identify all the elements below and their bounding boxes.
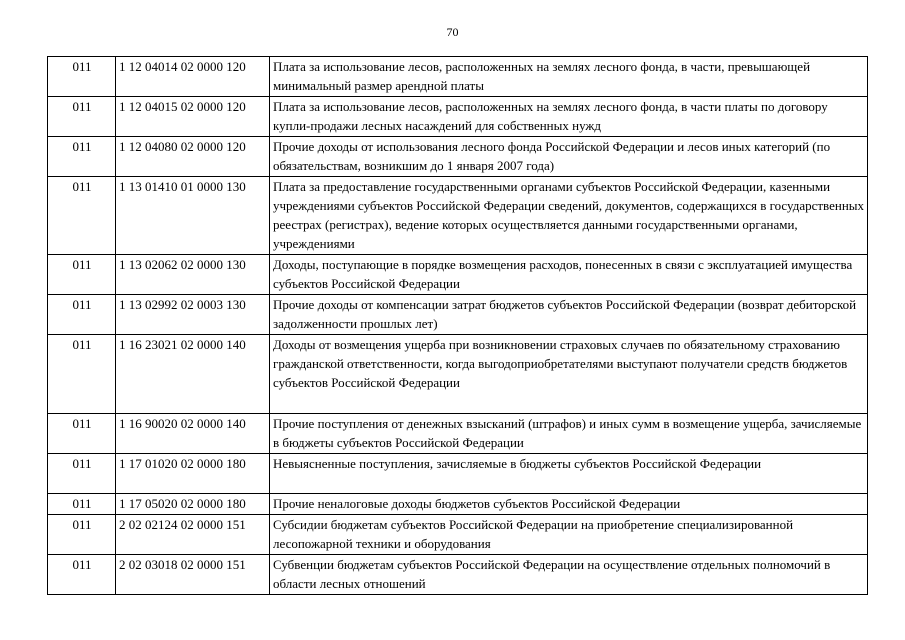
table-row bbox=[48, 494, 868, 515]
budget-code-cell: 1 17 01020 02 0000 180 bbox=[116, 454, 270, 494]
table-row bbox=[48, 255, 868, 295]
table-row bbox=[48, 137, 868, 177]
revenue-codes-table bbox=[47, 56, 868, 595]
revenue-name-cell: Прочие неналоговые доходы бюджетов субъектов Российской Федерации bbox=[270, 494, 868, 515]
budget-code-cell: 1 13 02992 02 0003 130 bbox=[116, 295, 270, 335]
revenue-name-cell: Прочие доходы от компенсации затрат бюджетов субъектов Российской Федерации (возврат дебиторской задолженности прошлых лет) bbox=[270, 295, 868, 335]
admin-code-cell: 011 bbox=[48, 255, 116, 295]
admin-code-cell: 011 bbox=[48, 555, 116, 595]
admin-code-cell: 011 bbox=[48, 494, 116, 515]
revenue-name-cell: Прочие поступления от денежных взысканий (штрафов) и иных сумм в возмещение ущерба, зачисляемые в бюджеты субъектов Российской Федерации bbox=[270, 414, 868, 454]
budget-code-cell: 2 02 03018 02 0000 151 bbox=[116, 555, 270, 595]
page-number: 70 bbox=[446, 25, 459, 39]
admin-code-cell: 011 bbox=[48, 414, 116, 454]
admin-code-cell: 011 bbox=[48, 137, 116, 177]
budget-code-cell: 1 13 01410 01 0000 130 bbox=[116, 177, 270, 255]
table-row bbox=[48, 454, 868, 494]
table-row bbox=[48, 295, 868, 335]
admin-code-cell: 011 bbox=[48, 57, 116, 97]
budget-code-cell: 2 02 02124 02 0000 151 bbox=[116, 515, 270, 555]
admin-code-cell: 011 bbox=[48, 97, 116, 137]
admin-code-cell: 011 bbox=[48, 335, 116, 414]
revenue-name-cell: Плата за использование лесов, расположенных на землях лесного фонда, в части, превышающей минимальный размер арендной платы bbox=[270, 57, 868, 97]
budget-code-cell: 1 16 23021 02 0000 140 bbox=[116, 335, 270, 414]
revenue-name-cell: Доходы, поступающие в порядке возмещения расходов, понесенных в связи с эксплуатацией имущества субъектов Российской Федерации bbox=[270, 255, 868, 295]
admin-code-cell: 011 bbox=[48, 177, 116, 255]
admin-code-cell: 011 bbox=[48, 295, 116, 335]
revenue-name-cell: Доходы от возмещения ущерба при возникновении страховых случаев по обязательному страхованию гражданской ответственности, когда выгодоприобретателями выступают получатели средств бюджетов субъектов Российской Федерации bbox=[270, 335, 868, 414]
revenue-name-cell: Субвенции бюджетам субъектов Российской Федерации на осуществление отдельных полномочий в области лесных отношений bbox=[270, 555, 868, 595]
budget-code-cell: 1 12 04015 02 0000 120 bbox=[116, 97, 270, 137]
revenue-name-cell: Невыясненные поступления, зачисляемые в бюджеты субъектов Российской Федерации bbox=[270, 454, 868, 494]
admin-code-cell: 011 bbox=[48, 454, 116, 494]
budget-code-cell: 1 16 90020 02 0000 140 bbox=[116, 414, 270, 454]
table-row bbox=[48, 414, 868, 454]
table-row bbox=[48, 57, 868, 97]
revenue-name-cell: Прочие доходы от использования лесного фонда Российской Федерации и лесов иных категорий (по обязательствам, возникшим до 1 января 2007 года) bbox=[270, 137, 868, 177]
table-row bbox=[48, 335, 868, 414]
table-row bbox=[48, 97, 868, 137]
table-row bbox=[48, 515, 868, 555]
admin-code-cell: 011 bbox=[48, 515, 116, 555]
revenue-name-cell: Плата за использование лесов, расположенных на землях лесного фонда, в части платы по договору купли-продажи лесных насаждений для собственных нужд bbox=[270, 97, 868, 137]
budget-code-cell: 1 12 04014 02 0000 120 bbox=[116, 57, 270, 97]
table-row bbox=[48, 177, 868, 255]
budget-code-cell: 1 12 04080 02 0000 120 bbox=[116, 137, 270, 177]
revenue-name-cell: Плата за предоставление государственными органами субъектов Российской Федерации, казенными учреждениями субъектов Российской Федерации сведений, документов, содержащихся в государственных реестрах (регистрах), ведение которых осуществляется данными государственными органами, учреждениями bbox=[270, 177, 868, 255]
table-row bbox=[48, 555, 868, 595]
budget-code-cell: 1 17 05020 02 0000 180 bbox=[116, 494, 270, 515]
revenue-name-cell: Субсидии бюджетам субъектов Российской Федерации на приобретение специализированной лесопожарной техники и оборудования bbox=[270, 515, 868, 555]
budget-code-cell: 1 13 02062 02 0000 130 bbox=[116, 255, 270, 295]
